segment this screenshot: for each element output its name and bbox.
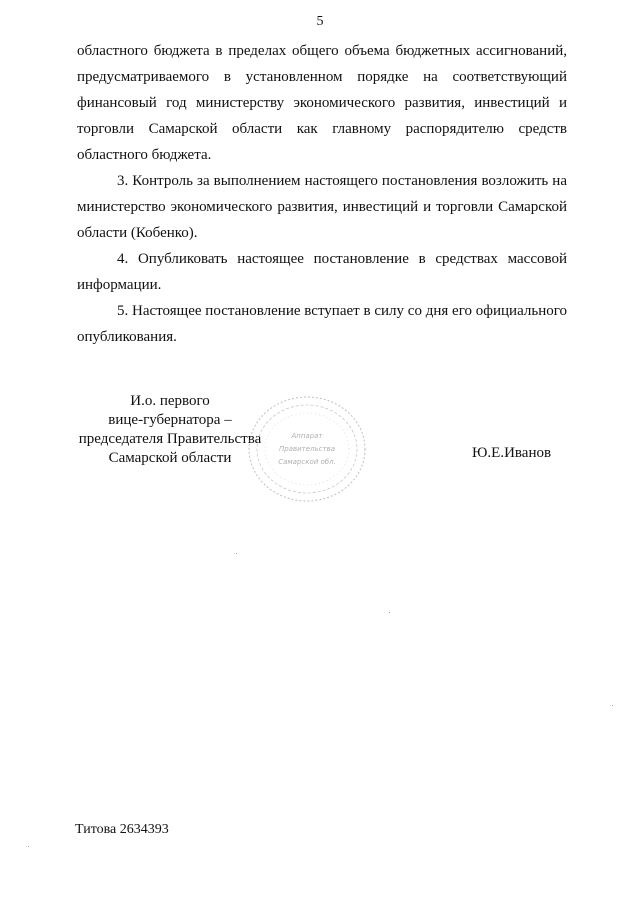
official-seal-stamp — [244, 392, 374, 507]
document-body — [77, 38, 567, 350]
signer-position-line: Самарской области — [108, 450, 232, 466]
paragraph-effective: 5. Настоящее постановление вступает в силу со дня его официального опубликования. — [77, 303, 567, 345]
page-number: 5 — [316, 14, 324, 29]
paragraph-budget: областного бюджета в пределах общего объема бюджетных ассигнований, предусматриваемого в установленном порядке на соответствующий финансовый год министерству экономического развития, инвестиций и торговли Самарской области как главному распорядителю средств областного бюджета. — [77, 43, 567, 163]
scan-speck — [236, 553, 237, 554]
stamp-inner-line: Аппарат — [291, 432, 323, 440]
signer-position-line: вице-губернатора – — [108, 412, 232, 428]
paragraph-control: 3. Контроль за выполнением настоящего постановления возложить на министерство экономического развития, инвестиций и торговли Самарской области (Кобенко). — [77, 173, 567, 241]
executor-contact: Титова 2634393 — [75, 822, 169, 837]
signer-position-line: И.о. первого — [130, 393, 210, 409]
scan-speck — [612, 705, 613, 706]
scan-speck — [389, 612, 390, 613]
scan-speck — [28, 846, 29, 847]
seal-icon — [244, 392, 374, 507]
signer-name: Ю.Е.Иванов — [472, 445, 552, 461]
stamp-inner-line: Самарской обл. — [278, 458, 336, 466]
signer-position-line: председателя Правительства — [78, 431, 262, 447]
paragraph-publish: 4. Опубликовать настоящее постановление в средствах массовой информации. — [77, 251, 567, 293]
stamp-inner-line: Правительства — [279, 445, 335, 453]
